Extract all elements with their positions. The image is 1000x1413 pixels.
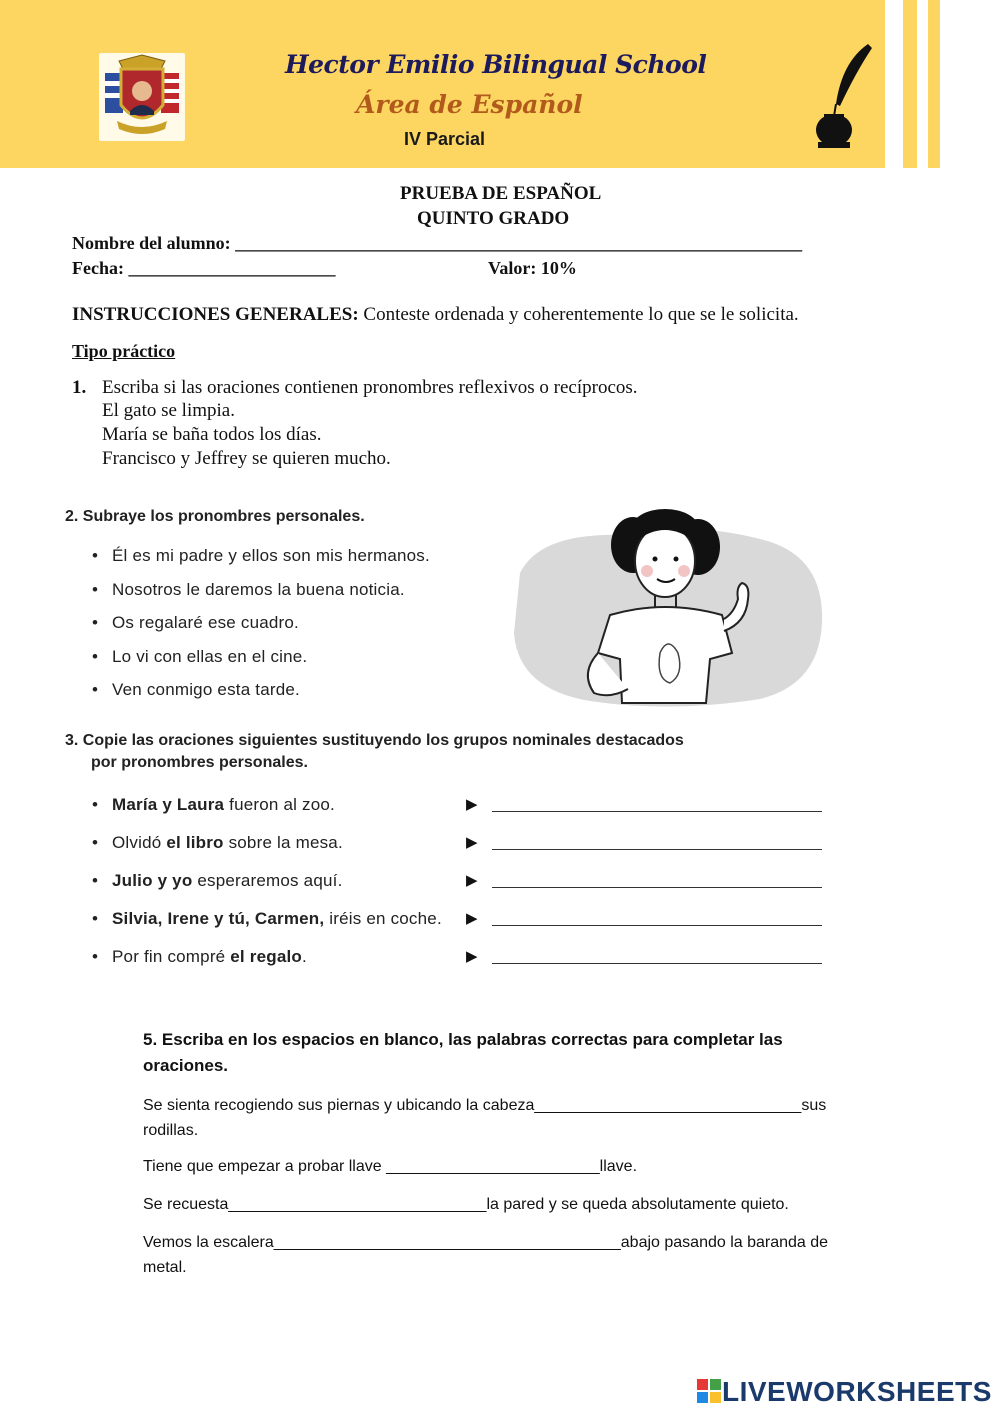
arrow-icon: ▶: [466, 835, 478, 851]
q2-item[interactable]: • Él es mi padre y ellos son mis hermanos.: [92, 546, 430, 566]
liveworksheets-logo-icon: [697, 1379, 721, 1403]
section-title: Tipo práctico: [72, 341, 176, 361]
girl-pointing-illustration: [510, 503, 826, 709]
term-label: IV Parcial: [404, 129, 486, 149]
answer-line[interactable]: [492, 963, 822, 964]
general-instructions: [72, 304, 799, 326]
liveworksheets-brand: LIVEWORKSHEETS: [722, 1376, 992, 1407]
q3-item: • María y Laura fueron al zoo.: [92, 795, 335, 815]
student-name-field[interactable]: [72, 233, 802, 254]
q1-prompt: Escriba si las oraciones contienen pronombres reflexivos o recíprocos.: [102, 377, 638, 398]
school-name: Hector Emilio Bilingual School: [285, 50, 707, 79]
exam-title: PRUEBA DE ESPAÑOL: [400, 183, 602, 204]
value-label: Valor: 10%: [488, 258, 577, 278]
banner-stripe: [928, 0, 940, 168]
q1-sentence: Francisco y Jeffrey se quieren mucho.: [102, 448, 391, 469]
subject-area: Área de Español: [356, 90, 583, 119]
q1-sentence: María se baña todos los días.: [102, 424, 322, 445]
q5-heading: 5. Escriba en los espacios en blanco, las palabras correctas para completar las oraciones.: [143, 1030, 783, 1075]
q3-item: • Por fin compré el regalo.: [92, 947, 307, 967]
q5-sentence[interactable]: Se recuesta_____________________________la pared y se queda absolutamente quieto.: [143, 1196, 789, 1213]
school-logo: [99, 53, 185, 141]
answer-line[interactable]: [492, 849, 822, 850]
q1-number: 1.: [72, 377, 87, 398]
q2-heading: 2. Subraye los pronombres personales.: [65, 508, 365, 525]
quill-inkwell-icon: [812, 42, 874, 150]
q5-sentence[interactable]: Tiene que empezar a probar llave ________________________llave.: [143, 1158, 638, 1175]
q3-item: • Julio y yo esperaremos aquí.: [92, 871, 343, 891]
q3-heading-cont: por pronombres personales.: [91, 754, 308, 771]
q3-item: • Olvidó el libro sobre la mesa.: [92, 833, 343, 853]
q1-sentence: El gato se limpia.: [102, 400, 235, 421]
q3-item: • Silvia, Irene y tú, Carmen, iréis en coche.: [92, 909, 442, 929]
arrow-icon: ▶: [466, 911, 478, 927]
arrow-icon: ▶: [466, 873, 478, 889]
date-field[interactable]: [72, 258, 335, 279]
answer-line[interactable]: [492, 925, 822, 926]
banner-stripe: [903, 0, 917, 168]
instructions-label: INSTRUCCIONES GENERALES:: [72, 304, 359, 325]
q5-sentence[interactable]: Vemos la escalera_______________________________________abajo pasando la baranda de metal.: [143, 1234, 829, 1276]
q2-item[interactable]: • Nosotros le daremos la buena noticia.: [92, 580, 405, 600]
q2-item[interactable]: • Lo vi con ellas en el cine.: [92, 647, 307, 667]
answer-line[interactable]: [492, 887, 822, 888]
q2-item[interactable]: • Ven conmigo esta tarde.: [92, 680, 300, 700]
q3-heading: 3. Copie las oraciones siguientes sustituyendo los grupos nominales destacados: [65, 732, 684, 749]
q5-sentence[interactable]: Se sienta recogiendo sus piernas y ubicando la cabeza______________________________sus rodillas.: [143, 1097, 827, 1139]
student-name-label: Nombre del alumno:: [72, 233, 231, 253]
arrow-icon: ▶: [466, 949, 478, 965]
answer-line[interactable]: [492, 811, 822, 812]
q2-item[interactable]: • Os regalaré ese cuadro.: [92, 613, 299, 633]
arrow-icon: ▶: [466, 797, 478, 813]
student-name-blank[interactable]: _______________________________________________________________: [235, 233, 803, 253]
grade-title: QUINTO GRADO: [417, 208, 570, 229]
date-blank[interactable]: _______________________: [128, 258, 336, 278]
instructions-text: Conteste ordenada y coherentemente lo que se le solicita.: [358, 304, 799, 325]
date-label: Fecha:: [72, 258, 124, 278]
